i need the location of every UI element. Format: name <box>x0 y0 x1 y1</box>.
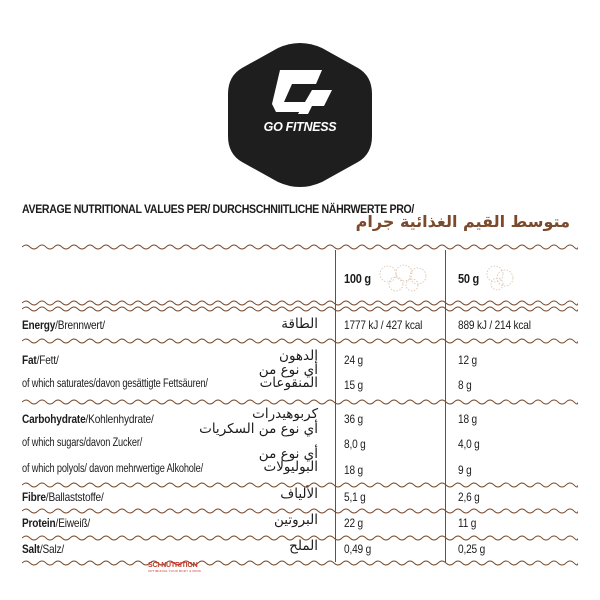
value-sugars-50g: 4,0 g <box>458 437 480 451</box>
column-divider <box>335 250 336 562</box>
wavy-divider <box>22 337 578 345</box>
go-fitness-logo <box>226 40 374 190</box>
row-label-energy: Energy/Brennwert/ <box>22 318 105 332</box>
value-protein-50g: 11 g <box>458 516 477 530</box>
row-label-fibre-arabic: الألياف <box>280 486 318 502</box>
row-label-saturates: of which saturates/davon gesättigte Fettsäuren/ <box>22 378 208 390</box>
value-energy-50g: 889 kJ / 214 kcal <box>458 318 531 332</box>
value-carbohydrate-50g: 18 g <box>458 412 477 426</box>
row-label-saturates-arabic-1: أي نوع من <box>258 362 318 378</box>
value-fat-50g: 12 g <box>458 353 477 367</box>
row-label-protein: Protein/Eiweiß/ <box>22 516 91 530</box>
row-label-sugars-arabic: أي نوع من السكريات <box>199 421 318 437</box>
watermark-logo: SCI-NUTRITION <box>148 562 198 569</box>
wavy-divider <box>22 559 578 567</box>
value-energy-100g: 1777 kJ / 427 kcal <box>344 318 423 332</box>
value-fibre-100g: 5,1 g <box>344 490 366 504</box>
bar-pieces-icon <box>378 264 428 292</box>
row-label-polyols-arabic-2: البوليولات <box>263 459 318 475</box>
row-label-sugars: of which sugars/davon Zucker/ <box>22 437 143 449</box>
value-saturates-100g: 15 g <box>344 378 363 392</box>
value-salt-50g: 0,25 g <box>458 542 486 556</box>
wavy-divider <box>22 243 578 251</box>
row-label-carbohydrate: Carbohydrate/Kohlenhydrate/ <box>22 412 154 426</box>
row-label-carbohydrate-arabic: كربوهيدرات <box>252 406 318 422</box>
row-label-salt: Salt/Salz/ <box>22 542 65 556</box>
row-label-polyols-arabic-1: أي نوع من <box>258 446 318 462</box>
table-title: AVERAGE NUTRITIONAL VALUES PER/ DURCHSCHNIITLICHE NÄHRWERTE PRO/ <box>22 202 415 216</box>
row-label-protein-arabic: البروتين <box>273 512 318 528</box>
value-carbohydrate-100g: 36 g <box>344 412 363 426</box>
row-label-fat-arabic: الدهون <box>279 348 318 364</box>
column-header-100g: 100 g <box>344 272 371 286</box>
value-fat-100g: 24 g <box>344 353 363 367</box>
row-label-salt-arabic: الملح <box>289 538 318 554</box>
value-protein-100g: 22 g <box>344 516 363 530</box>
value-fibre-50g: 2,6 g <box>458 490 480 504</box>
column-divider <box>445 250 446 562</box>
value-polyols-100g: 18 g <box>344 463 363 477</box>
row-label-fat: Fat/Fett/ <box>22 353 59 367</box>
table-title-arabic: متوسط القيم الغذائية جرام <box>355 212 570 231</box>
wavy-divider <box>22 398 578 406</box>
bar-pieces-icon <box>485 264 515 292</box>
watermark-tagline: OPTIMIZING YOUR BODY & MIND <box>148 569 201 573</box>
wavy-divider <box>22 305 578 313</box>
value-sugars-100g: 8,0 g <box>344 437 366 451</box>
row-label-fibre: Fibre/Ballaststoffe/ <box>22 490 104 504</box>
value-salt-100g: 0,49 g <box>344 542 372 556</box>
value-saturates-50g: 8 g <box>458 378 472 392</box>
logo-text: GO FITNESS <box>263 120 337 134</box>
row-label-energy-arabic: الطاقة <box>281 316 318 332</box>
value-polyols-50g: 9 g <box>458 463 472 477</box>
row-label-polyols: of which polyols/ davon mehrwertige Alkohole/ <box>22 463 203 475</box>
row-label-saturates-arabic-2: المنقوعات <box>259 375 318 391</box>
column-header-50g: 50 g <box>458 272 479 286</box>
